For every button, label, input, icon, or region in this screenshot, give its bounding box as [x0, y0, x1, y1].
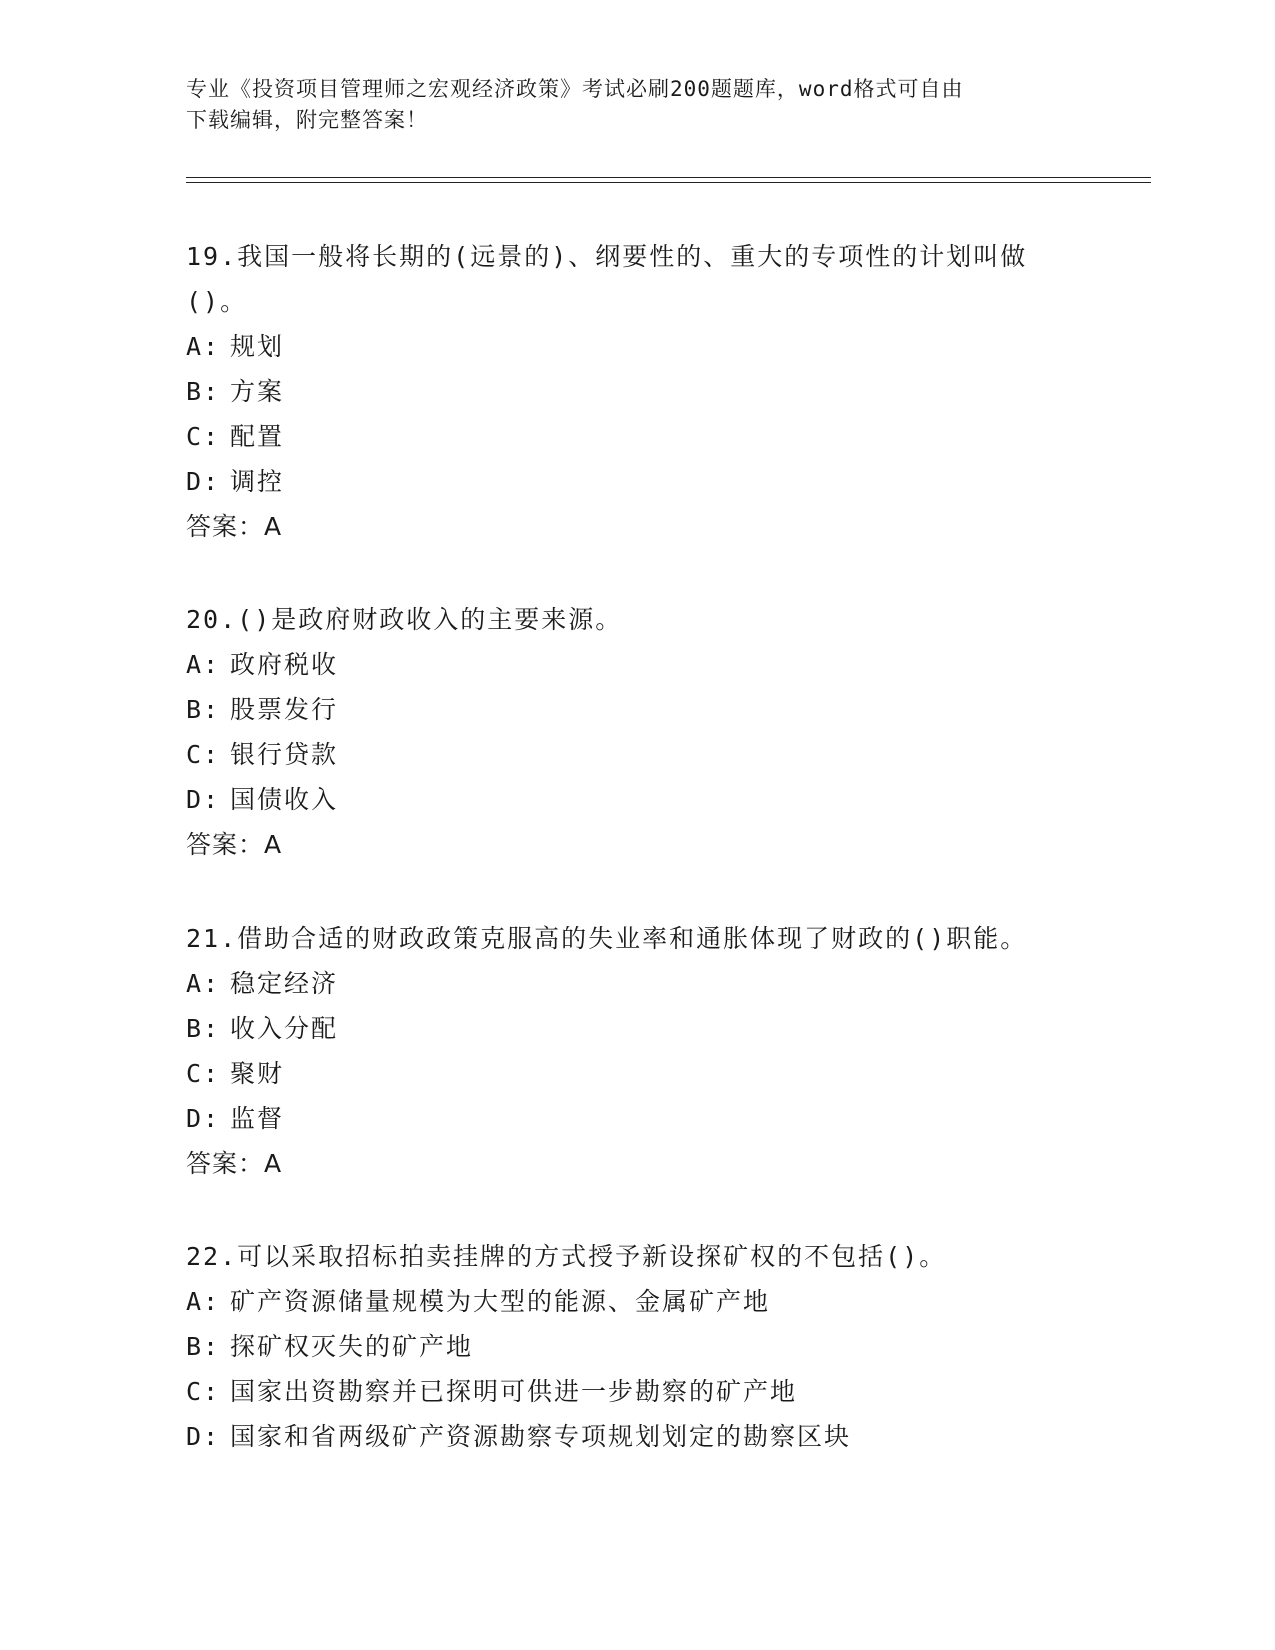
- option-label: B:: [186, 1014, 221, 1043]
- option-label: A:: [186, 969, 221, 998]
- option-label: C:: [186, 1059, 221, 1088]
- option-label: B:: [186, 1332, 221, 1361]
- option-text: 监督: [230, 1104, 285, 1133]
- option-text: 配置: [230, 422, 285, 451]
- option-c: [186, 414, 1086, 459]
- question-stem: [186, 597, 1086, 642]
- option-a: [186, 961, 1086, 1006]
- option-a: [186, 1279, 1086, 1324]
- question-stem: [186, 234, 1086, 324]
- option-d: [186, 459, 1086, 504]
- option-label: B:: [186, 377, 221, 406]
- option-label: C:: [186, 740, 221, 769]
- option-text: 调控: [230, 467, 285, 496]
- option-text: 股票发行: [230, 695, 339, 724]
- answer-line: 答案：A: [186, 830, 283, 859]
- option-label: D:: [186, 1104, 221, 1133]
- option-label: C:: [186, 422, 221, 451]
- option-text: 政府税收: [230, 650, 339, 679]
- option-b: [186, 1324, 1086, 1369]
- document-header: [186, 74, 1066, 136]
- option-text: 稳定经济: [230, 969, 339, 998]
- question-19: [186, 234, 1086, 550]
- option-a: [186, 324, 1086, 369]
- option-label: C:: [186, 1377, 221, 1406]
- question-stem-line-1: 21.借助合适的财政政策克服高的失业率和通胀体现了财政的()职能。: [186, 924, 1028, 953]
- option-label: A:: [186, 332, 221, 361]
- option-label: B:: [186, 695, 221, 724]
- option-text: 矿产资源储量规模为大型的能源、金属矿产地: [230, 1287, 771, 1316]
- option-text: 规划: [230, 332, 285, 361]
- header-title-line-2: 下载编辑，附完整答案！: [186, 108, 428, 132]
- option-b: [186, 369, 1086, 414]
- option-label: A:: [186, 650, 221, 679]
- option-label: D:: [186, 1422, 221, 1451]
- question-20: [186, 597, 1086, 868]
- question-21: [186, 916, 1086, 1187]
- header-title-line-1: 专业《投资项目管理师之宏观经济政策》考试必刷200题题库，word格式可自由: [186, 77, 964, 101]
- option-c: [186, 1369, 1086, 1414]
- answer-line: 答案：A: [186, 512, 283, 541]
- question-stem-line-1: 22.可以采取招标拍卖挂牌的方式授予新设探矿权的不包括()。: [186, 1242, 947, 1271]
- option-text: 国债收入: [230, 785, 339, 814]
- option-c: [186, 732, 1086, 777]
- header-divider-top: [186, 177, 1151, 178]
- option-text: 聚财: [230, 1059, 285, 1088]
- header-divider-bottom: [186, 182, 1151, 183]
- option-text: 探矿权灭失的矿产地: [230, 1332, 474, 1361]
- question-22: [186, 1234, 1086, 1459]
- option-label: D:: [186, 467, 221, 496]
- option-text: 收入分配: [230, 1014, 339, 1043]
- option-text: 国家出资勘察并已探明可供进一步勘察的矿产地: [230, 1377, 798, 1406]
- option-a: [186, 642, 1086, 687]
- option-d: [186, 1096, 1086, 1141]
- option-text: 国家和省两级矿产资源勘察专项规划划定的勘察区块: [230, 1422, 852, 1451]
- option-b: [186, 1006, 1086, 1051]
- question-stem-line-2: ()。: [186, 287, 248, 316]
- question-stem: [186, 916, 1086, 961]
- option-c: [186, 1051, 1086, 1096]
- option-d: [186, 777, 1086, 822]
- option-text: 银行贷款: [230, 740, 339, 769]
- option-label: A:: [186, 1287, 221, 1316]
- option-label: D:: [186, 785, 221, 814]
- option-text: 方案: [230, 377, 285, 406]
- question-stem-line-1: 20.()是政府财政收入的主要来源。: [186, 605, 623, 634]
- answer-line: 答案：A: [186, 1149, 283, 1178]
- option-b: [186, 687, 1086, 732]
- option-d: [186, 1414, 1086, 1459]
- question-stem: [186, 1234, 1086, 1279]
- question-stem-line-1: 19.我国一般将长期的(远景的)、纲要性的、重大的专项性的计划叫做: [186, 242, 1028, 271]
